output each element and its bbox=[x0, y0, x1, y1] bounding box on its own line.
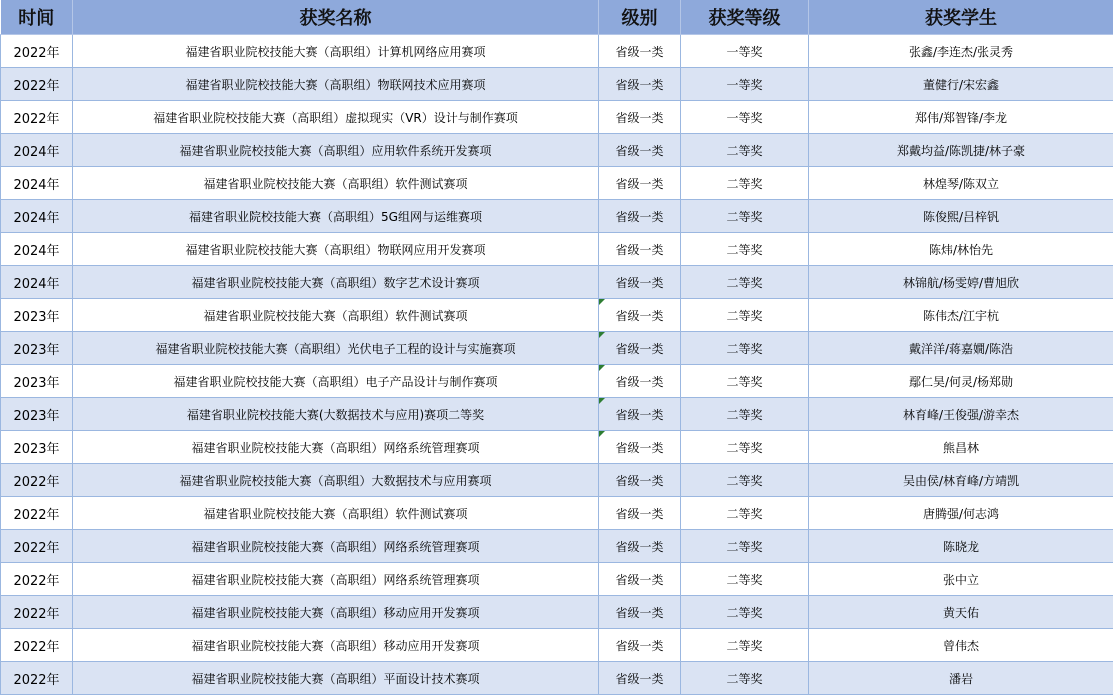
cell-time[interactable]: 2023年 bbox=[1, 299, 73, 332]
cell-award-grade[interactable]: 一等奖 bbox=[681, 101, 809, 134]
cell-time[interactable]: 2024年 bbox=[1, 200, 73, 233]
table-row bbox=[1, 200, 1113, 233]
table-row bbox=[1, 134, 1113, 167]
cell-award-grade[interactable]: 一等奖 bbox=[681, 68, 809, 101]
cell-award-grade[interactable]: 二等奖 bbox=[681, 299, 809, 332]
cell-award-name[interactable]: 福建省职业院校技能大赛（高职组）移动应用开发赛项 bbox=[73, 596, 599, 629]
cell-students[interactable]: 董健行/宋宏鑫 bbox=[809, 68, 1113, 101]
table-row bbox=[1, 233, 1113, 266]
cell-time[interactable]: 2023年 bbox=[1, 365, 73, 398]
table-row bbox=[1, 68, 1113, 101]
cell-students[interactable]: 陈伟杰/江宇杭 bbox=[809, 299, 1113, 332]
cell-award-grade[interactable]: 二等奖 bbox=[681, 365, 809, 398]
cell-students[interactable]: 戴洋洋/蒋嘉嫺/陈浩 bbox=[809, 332, 1113, 365]
cell-students[interactable]: 林育峰/王俊强/游幸杰 bbox=[809, 398, 1113, 431]
cell-award-grade[interactable]: 二等奖 bbox=[681, 530, 809, 563]
cell-students[interactable]: 陈俊熙/吕梓钒 bbox=[809, 200, 1113, 233]
cell-award-name[interactable]: 福建省职业院校技能大赛（高职组）光伏电子工程的设计与实施赛项 bbox=[73, 332, 599, 365]
cell-award-name[interactable]: 福建省职业院校技能大赛（高职组）网络系统管理赛项 bbox=[73, 563, 599, 596]
cell-level[interactable]: 省级一类 bbox=[599, 431, 681, 464]
cell-level[interactable]: 省级一类 bbox=[599, 35, 681, 68]
cell-students[interactable]: 黄天佑 bbox=[809, 596, 1113, 629]
table-row bbox=[1, 530, 1113, 563]
cell-students[interactable]: 熊昌林 bbox=[809, 431, 1113, 464]
cell-time[interactable]: 2023年 bbox=[1, 398, 73, 431]
cell-level[interactable]: 省级一类 bbox=[599, 563, 681, 596]
cell-time[interactable]: 2023年 bbox=[1, 431, 73, 464]
cell-time[interactable]: 2022年 bbox=[1, 530, 73, 563]
cell-award-grade[interactable]: 二等奖 bbox=[681, 167, 809, 200]
cell-level[interactable]: 省级一类 bbox=[599, 167, 681, 200]
cell-award-grade[interactable]: 二等奖 bbox=[681, 233, 809, 266]
cell-award-grade[interactable]: 二等奖 bbox=[681, 134, 809, 167]
table-row bbox=[1, 497, 1113, 530]
table-row bbox=[1, 398, 1113, 431]
cell-students[interactable]: 张鑫/李连杰/张灵秀 bbox=[809, 35, 1113, 68]
cell-award-grade[interactable]: 二等奖 bbox=[681, 431, 809, 464]
cell-students[interactable]: 吴由侯/林育峰/方靖凯 bbox=[809, 464, 1113, 497]
cell-award-name[interactable]: 福建省职业院校技能大赛（高职组）移动应用开发赛项 bbox=[73, 629, 599, 662]
table-row bbox=[1, 332, 1113, 365]
cell-students[interactable]: 唐腾强/何志鸿 bbox=[809, 497, 1113, 530]
cell-time[interactable]: 2024年 bbox=[1, 134, 73, 167]
cell-award-name[interactable]: 福建省职业院校技能大赛（高职组）物联网技术应用赛项 bbox=[73, 68, 599, 101]
cell-time[interactable]: 2024年 bbox=[1, 233, 73, 266]
cell-level[interactable]: 省级一类 bbox=[599, 629, 681, 662]
header-level[interactable]: 级别 bbox=[599, 0, 681, 35]
header-students[interactable]: 获奖学生 bbox=[809, 0, 1113, 35]
cell-time[interactable]: 2023年 bbox=[1, 332, 73, 365]
header-award-grade[interactable]: 获奖等级 bbox=[681, 0, 809, 35]
cell-time[interactable]: 2024年 bbox=[1, 167, 73, 200]
cell-level[interactable]: 省级一类 bbox=[599, 299, 681, 332]
cell-students[interactable]: 林锦航/杨雯婷/曹旭欣 bbox=[809, 266, 1113, 299]
cell-award-name[interactable]: 福建省职业院校技能大赛（高职组）软件测试赛项 bbox=[73, 299, 599, 332]
cell-award-name[interactable]: 福建省职业院校技能大赛(大数据技术与应用)赛项二等奖 bbox=[73, 398, 599, 431]
table-row bbox=[1, 662, 1113, 695]
cell-level[interactable]: 省级一类 bbox=[599, 596, 681, 629]
cell-award-name[interactable]: 福建省职业院校技能大赛（高职组）软件测试赛项 bbox=[73, 167, 599, 200]
cell-award-grade[interactable]: 二等奖 bbox=[681, 332, 809, 365]
cell-time[interactable]: 2022年 bbox=[1, 497, 73, 530]
cell-award-grade[interactable]: 二等奖 bbox=[681, 497, 809, 530]
cell-students[interactable]: 张中立 bbox=[809, 563, 1113, 596]
table-row bbox=[1, 167, 1113, 200]
cell-award-grade[interactable]: 二等奖 bbox=[681, 629, 809, 662]
cell-level[interactable]: 省级一类 bbox=[599, 464, 681, 497]
table-row bbox=[1, 35, 1113, 68]
cell-award-grade[interactable]: 二等奖 bbox=[681, 563, 809, 596]
table-row bbox=[1, 596, 1113, 629]
cell-level[interactable]: 省级一类 bbox=[599, 662, 681, 695]
table-row bbox=[1, 365, 1113, 398]
cell-award-name[interactable]: 福建省职业院校技能大赛（高职组）网络系统管理赛项 bbox=[73, 431, 599, 464]
cell-time[interactable]: 2022年 bbox=[1, 596, 73, 629]
table-row bbox=[1, 629, 1113, 662]
cell-award-name[interactable]: 福建省职业院校技能大赛（高职组）大数据技术与应用赛项 bbox=[73, 464, 599, 497]
cell-award-grade[interactable]: 二等奖 bbox=[681, 266, 809, 299]
cell-time[interactable]: 2022年 bbox=[1, 629, 73, 662]
header-time[interactable]: 时间 bbox=[1, 0, 73, 35]
cell-students[interactable]: 陈炜/林怡先 bbox=[809, 233, 1113, 266]
cell-award-name[interactable]: 福建省职业院校技能大赛（高职组）软件测试赛项 bbox=[73, 497, 599, 530]
cell-level[interactable]: 省级一类 bbox=[599, 134, 681, 167]
cell-students[interactable]: 陈晓龙 bbox=[809, 530, 1113, 563]
cell-level[interactable]: 省级一类 bbox=[599, 233, 681, 266]
cell-level[interactable]: 省级一类 bbox=[599, 398, 681, 431]
table-body bbox=[1, 35, 1113, 695]
cell-level[interactable]: 省级一类 bbox=[599, 101, 681, 134]
cell-time[interactable]: 2024年 bbox=[1, 266, 73, 299]
cell-award-name[interactable]: 福建省职业院校技能大赛（高职组）物联网应用开发赛项 bbox=[73, 233, 599, 266]
cell-level[interactable]: 省级一类 bbox=[599, 200, 681, 233]
cell-award-grade[interactable]: 一等奖 bbox=[681, 35, 809, 68]
cell-award-name[interactable]: 福建省职业院校技能大赛（高职组）计算机网络应用赛项 bbox=[73, 35, 599, 68]
cell-level[interactable]: 省级一类 bbox=[599, 332, 681, 365]
cell-students[interactable]: 潘岩 bbox=[809, 662, 1113, 695]
cell-students[interactable]: 郑戴均益/陈凯捷/林子豪 bbox=[809, 134, 1113, 167]
cell-level[interactable]: 省级一类 bbox=[599, 266, 681, 299]
cell-time[interactable]: 2022年 bbox=[1, 101, 73, 134]
table-row bbox=[1, 299, 1113, 332]
cell-time[interactable]: 2022年 bbox=[1, 563, 73, 596]
cell-award-grade[interactable]: 二等奖 bbox=[681, 398, 809, 431]
cell-students[interactable]: 郑伟/郑智锋/李龙 bbox=[809, 101, 1113, 134]
cell-level[interactable]: 省级一类 bbox=[599, 365, 681, 398]
table-row bbox=[1, 464, 1113, 497]
cell-award-grade[interactable]: 二等奖 bbox=[681, 596, 809, 629]
cell-level[interactable]: 省级一类 bbox=[599, 530, 681, 563]
cell-level[interactable]: 省级一类 bbox=[599, 497, 681, 530]
table-row bbox=[1, 431, 1113, 464]
cell-award-name[interactable]: 福建省职业院校技能大赛（高职组）网络系统管理赛项 bbox=[73, 530, 599, 563]
cell-award-name[interactable]: 福建省职业院校技能大赛（高职组）虚拟现实（VR）设计与制作赛项 bbox=[73, 101, 599, 134]
cell-time[interactable]: 2022年 bbox=[1, 68, 73, 101]
header-award-name[interactable]: 获奖名称 bbox=[73, 0, 599, 35]
cell-students[interactable]: 鄢仁昊/何灵/杨郑勋 bbox=[809, 365, 1113, 398]
header-row bbox=[1, 0, 1113, 35]
cell-students[interactable]: 林煌琴/陈双立 bbox=[809, 167, 1113, 200]
cell-students[interactable]: 曾伟杰 bbox=[809, 629, 1113, 662]
table-row bbox=[1, 563, 1113, 596]
cell-award-name[interactable]: 福建省职业院校技能大赛（高职组）平面设计技术赛项 bbox=[73, 662, 599, 695]
table-row bbox=[1, 266, 1113, 299]
cell-time[interactable]: 2022年 bbox=[1, 662, 73, 695]
table-row bbox=[1, 101, 1113, 134]
cell-time[interactable]: 2022年 bbox=[1, 464, 73, 497]
cell-level[interactable]: 省级一类 bbox=[599, 68, 681, 101]
cell-award-grade[interactable]: 二等奖 bbox=[681, 662, 809, 695]
cell-award-name[interactable]: 福建省职业院校技能大赛（高职组）电子产品设计与制作赛项 bbox=[73, 365, 599, 398]
cell-award-grade[interactable]: 二等奖 bbox=[681, 464, 809, 497]
cell-award-grade[interactable]: 二等奖 bbox=[681, 200, 809, 233]
cell-award-name[interactable]: 福建省职业院校技能大赛（高职组）应用软件系统开发赛项 bbox=[73, 134, 599, 167]
cell-award-name[interactable]: 福建省职业院校技能大赛（高职组）5G组网与运维赛项 bbox=[73, 200, 599, 233]
cell-award-name[interactable]: 福建省职业院校技能大赛（高职组）数字艺术设计赛项 bbox=[73, 266, 599, 299]
cell-time[interactable]: 2022年 bbox=[1, 35, 73, 68]
